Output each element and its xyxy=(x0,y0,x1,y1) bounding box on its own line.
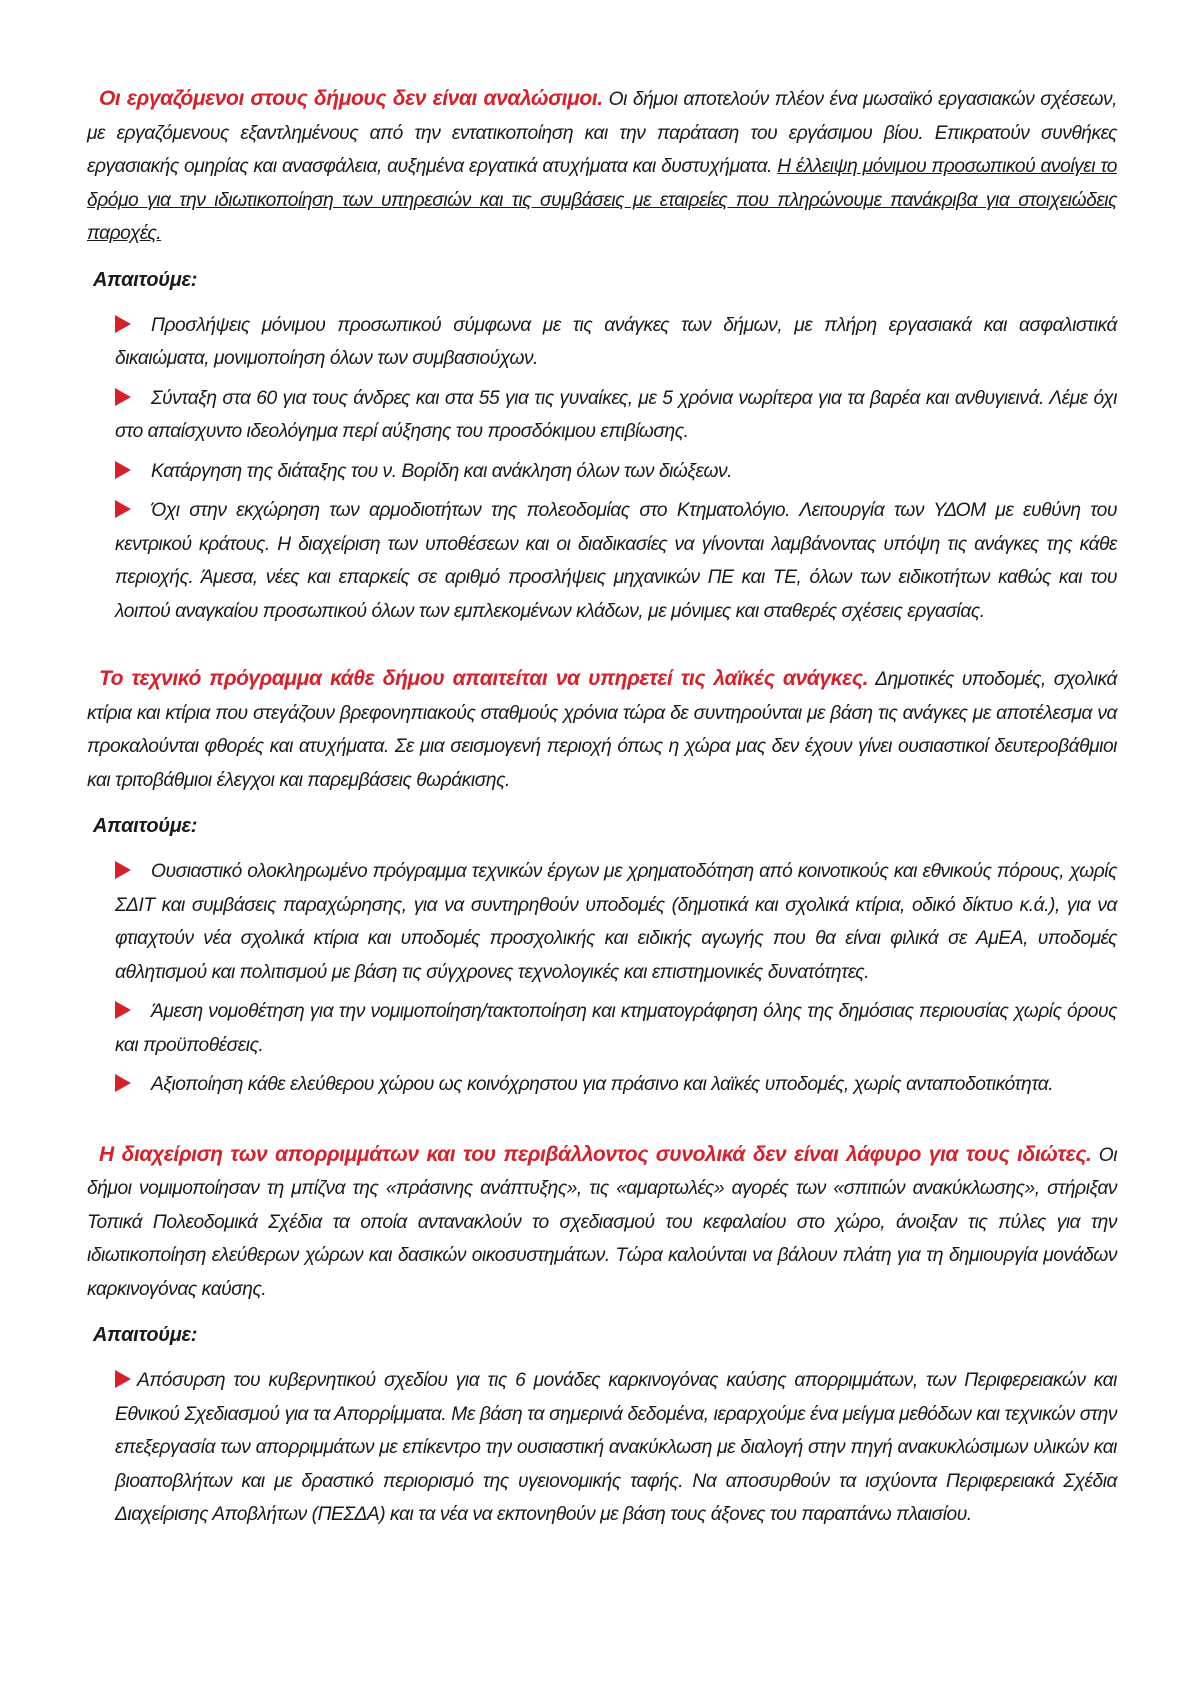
section-lead-heading: Το τεχνικό πρόγραμμα κάθε δήμου απαιτείται να υπηρετεί τις λαϊκές ανάγκες. xyxy=(99,667,869,690)
section-workers xyxy=(87,82,1117,628)
demands-list xyxy=(115,855,1117,1102)
demand-item xyxy=(115,855,1117,989)
section-intro-paragraph xyxy=(87,82,1117,251)
section-body-text: Οι δήμοι νομιμοποίησαν τη μπίζνα της «πράσινης ανάπτυξης», τις «αμαρτωλές» αγορές των «σπιτιών ανακύκλωσης», στήριξαν Τοπικά Πολεοδομικά Σχέδια τα οποία αντανακλούν το σχεδιασμού του κεφαλαίου στο χώρο, άνοιξαν τις πύλες για την ιδιωτικοποίηση ελεύθερων χώρων και δασικών οικοσυστημάτων. Τώρα καλούνται να βάλουν πλάτη για τη δημιουργία μονάδων καρκινογόνας καύσης. xyxy=(87,1144,1118,1300)
triangle-bullet-icon xyxy=(115,1074,131,1092)
demand-item xyxy=(115,494,1117,628)
section-body-text: Δημοτικές υποδομές, σχολικά κτίρια και κτίρια που στεγάζουν βρεφονηπιακούς σταθμούς χρόνια τώρα δε συντηρούνται με βάση τις ανάγκες με αποτέλεσμα να προκαλούνται φθορές και ατυχήματα. Σε μια σεισμογενή περιοχή όπως η χώρα μας δεν έχουν γίνει ουσιαστικοί δευτεροβάθμιοι και τριτοβάθμιοι έλεγχοι και παρεμβάσεις θωράκισης. xyxy=(87,669,1117,791)
document-page xyxy=(87,82,1117,1538)
demand-text: Ουσιαστικό ολοκληρωμένο πρόγραμμα τεχνικών έργων με χρηματοδότηση από κοινοτικούς και εθνικούς πόρους, χωρίς ΣΔΙΤ και συμβάσεις παραχώρησης, για να συντηρηθούν υποδομές (δημοτικά και σχολικά κτίρια, οδικό δίκτυο κ.ά.), για να φτιαχτούν νέα σχολικά κτίρια και υποδομές προσχολικής και ειδικής αγωγής που θα είναι φιλικά σε ΑμΕΑ, υποδομές αθλητισμού και πολιτισμού με βάση τις σύγχρονες τεχνολογικές και επιστημονικές δυνατότητες. xyxy=(115,861,1117,983)
section-technical-program xyxy=(87,662,1117,1102)
demand-text: Σύνταξη στα 60 για τους άνδρες και στα 55 για τις γυναίκες, με 5 χρόνια νωρίτερα για τα βαρέα και ανθυγιεινά. Λέμε όχι στο απαίσχυντο ιδεολόγημα περί αύξησης του προσδόκιμου επιβίωσης. xyxy=(115,387,1117,442)
section-waste-management xyxy=(87,1138,1117,1532)
demand-item xyxy=(115,455,1117,489)
demand-item xyxy=(115,1364,1117,1532)
section-intro-paragraph xyxy=(87,662,1117,797)
triangle-bullet-icon xyxy=(115,500,131,518)
demand-item xyxy=(115,309,1117,376)
triangle-bullet-icon xyxy=(115,388,131,406)
demand-item xyxy=(115,995,1117,1062)
triangle-bullet-icon xyxy=(115,1370,131,1388)
demand-item xyxy=(115,382,1117,449)
demand-text: Προσλήψεις μόνιμου προσωπικού σύμφωνα με τις ανάγκες των δήμων, με πλήρη εργασιακά και ασφαλιστικά δικαιώματα, μονιμοποίηση όλων των συμβασιούχων. xyxy=(115,314,1117,369)
demand-text: Όχι στην εκχώρηση των αρμοδιοτήτων της πολεοδομίας στο Κτηματολόγιο. Λειτουργία των ΥΔΟΜ με ευθύνη του κεντρικού κράτους. Η διαχείριση των υποθέσεων και οι διαδικασίες να γίνονται λαμβάνοντας υπόψη τις ανάγκες της κάθε περιοχής. Άμεσα, νέες και επαρκείς σε αριθμό προσλήψεις μηχανικών ΠΕ και ΤΕ, όλων των ειδικοτήτων καθώς και του λοιπού αναγκαίου προσωπικού όλων των εμπλεκομένων κλάδων, με μόνιμες και σταθερές σχέσεις εργασίας. xyxy=(115,500,1117,622)
triangle-bullet-icon xyxy=(115,461,131,479)
section-body-text: Οι δήμοι αποτελούν πλέον ένα μωσαϊκό εργασιακών σχέσεων, με εργαζόμενους εξαντλημένους από την εντατικοποίηση και την παράταση του εργάσιμου βίου. Επικρατούν συνθήκες εργασιακής ομηρίας και ανασφάλεια, αυξημένα εργατικά ατυχήματα και δυστυχήματα. xyxy=(87,89,1117,177)
section-lead-heading: Οι εργαζόμενοι στους δήμους δεν είναι αναλώσιμοι. xyxy=(99,87,603,110)
triangle-bullet-icon xyxy=(115,315,131,333)
demand-text: Απόσυρση του κυβερνητικού σχεδίου για τις 6 μονάδες καρκινογόνας καύσης απορριμμάτων, των Περιφερειακών και Εθνικού Σχεδιασμού για τα Απορρίμματα. Με βάση τα σημερινά δεδομένα, ιεραρχούμε ένα μείγμα μεθόδων και τεχνικών στην επεξεργασία των απορριμμάτων με επίκεντρο την ουσιαστική ανακύκλωση με διαλογή στην πηγή ανακυκλώσιμων υλικών και βιοαποβλήτων και με δραστικό περιορισμό της υγειονομικής ταφής. Να αποσυρθούν τα ισχύοντα Περιφερειακά Σχέδια Διαχείρισης Αποβλήτων (ΠΕΣΔΑ) και τα νέα να εκπονηθούν με βάση τους άξονες του παραπάνω πλαισίου. xyxy=(115,1370,1117,1525)
demands-list xyxy=(115,1364,1117,1532)
section-lead-heading: Η διαχείριση των απορριμμάτων και του περιβάλλοντος συνολικά δεν είναι λάφυρο για τους ιδιώτες. xyxy=(99,1142,1092,1166)
triangle-bullet-icon xyxy=(115,861,131,879)
section-intro-paragraph xyxy=(87,1138,1117,1307)
demand-item xyxy=(115,1068,1117,1102)
demand-text: Αξιοποίηση κάθε ελεύθερου χώρου ως κοινόχρηστου για πράσινο και λαϊκές υποδομές, χωρίς ανταποδοτικότητα. xyxy=(151,1074,1054,1095)
underlined-statement: Η έλλειψη μόνιμου προσωπικού ανοίγει το δρόμο για την ιδιωτικοποίηση των υπηρεσιών και τις συμβάσεις με εταιρείες που πληρώνουμε πανάκριβα για στοιχειώδεις παροχές. xyxy=(87,156,1117,244)
demands-heading: Απαιτούμε: xyxy=(93,1324,198,1346)
triangle-bullet-icon xyxy=(115,1001,131,1019)
demand-text: Άμεση νομοθέτηση για την νομιμοποίηση/τακτοποίηση και κτηματογράφηση όλης της δημόσιας περιουσίας χωρίς όρους και προϋποθέσεις. xyxy=(115,1001,1117,1056)
demand-text: Κατάργηση της διάταξης του ν. Βορίδη και ανάκληση όλων των διώξεων. xyxy=(151,460,733,482)
demands-heading: Απαιτούμε: xyxy=(93,815,198,837)
demands-list xyxy=(115,309,1117,629)
demands-heading: Απαιτούμε: xyxy=(93,268,198,291)
